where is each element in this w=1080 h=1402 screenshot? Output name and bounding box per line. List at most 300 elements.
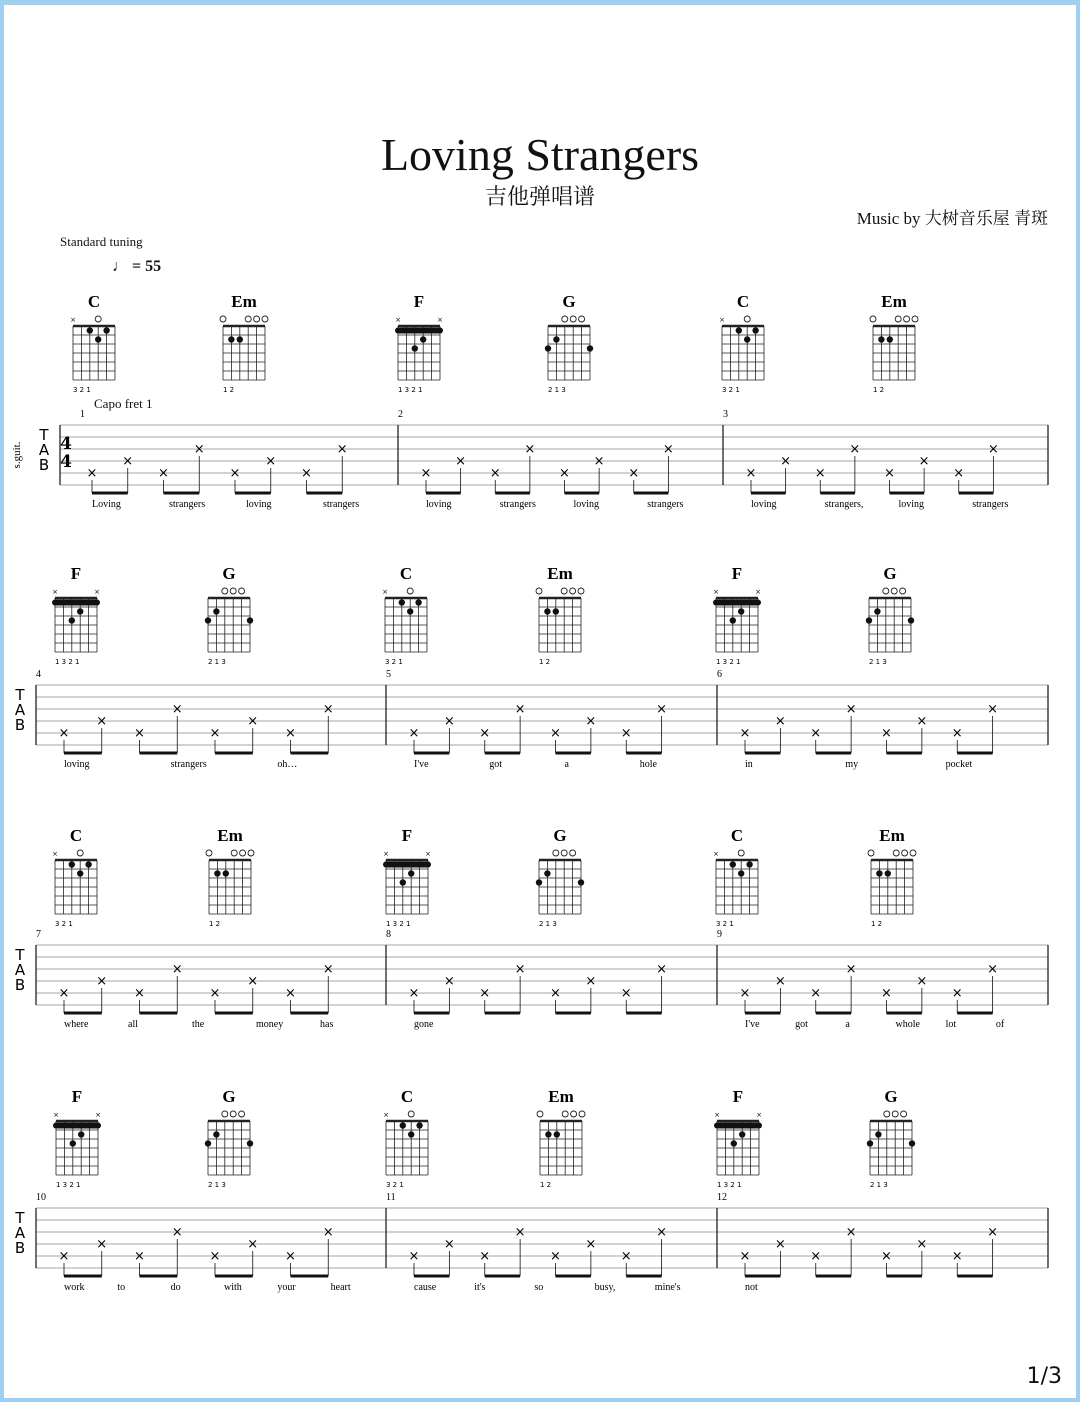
finger-dot-icon (205, 617, 211, 623)
finger-dot-icon (554, 1131, 560, 1137)
lyric-word: loving (573, 499, 600, 510)
strum-note: × (209, 726, 221, 741)
strum-note: × (336, 442, 348, 457)
composer-credit: Music by 大树音乐屋 青斑 (856, 209, 1048, 228)
strum-note: × (881, 1249, 892, 1264)
tab-letter-b: B (38, 456, 50, 474)
open-string-icon (571, 1111, 577, 1117)
muted-string-icon: × (70, 316, 76, 324)
measure-number: 8 (386, 929, 391, 940)
strum-note: × (171, 1225, 183, 1240)
chord-fingering: 1 3 2 1 (386, 920, 411, 928)
open-string-icon (77, 850, 83, 856)
measure-number: 3 (723, 409, 728, 420)
finger-dot-icon (69, 617, 75, 623)
lyric-word: strangers (323, 499, 360, 510)
lyric-word: loving (64, 759, 90, 770)
strum-note: × (585, 974, 597, 989)
strum-note: × (193, 442, 205, 457)
muted-string-icon: × (382, 588, 388, 596)
open-string-icon (895, 316, 901, 322)
lyric-word: not (745, 1282, 758, 1293)
chord-fingering: 3 2 1 (385, 658, 403, 666)
strum-note: × (845, 1225, 857, 1240)
strum-note: × (134, 986, 145, 1001)
strum-note: × (745, 466, 757, 481)
lyric-word: work (64, 1282, 85, 1293)
open-string-icon (868, 850, 874, 856)
strum-note: × (739, 1249, 751, 1264)
strum-note: × (479, 726, 491, 741)
muted-string-icon: × (719, 316, 725, 324)
chord-name-f: F (731, 564, 743, 583)
barre-icon (383, 862, 431, 868)
finger-dot-icon (553, 336, 559, 342)
tab-letter-a: A (14, 701, 26, 719)
strum-note: × (322, 702, 334, 717)
chord-fingering: 1 3 2 1 (717, 1181, 742, 1189)
finger-dot-icon (408, 870, 414, 876)
open-string-icon (562, 1111, 568, 1117)
open-string-icon (262, 316, 268, 322)
strum-note: × (620, 986, 632, 1001)
lyric-word: strangers, (824, 499, 864, 510)
finger-dot-icon (223, 870, 229, 876)
tuning-label: Standard tuning (60, 234, 143, 249)
chord-fingering: 2 1 3 (548, 386, 566, 394)
strum-note: × (585, 714, 597, 729)
strum-note: × (881, 726, 892, 741)
strum-note: × (443, 974, 455, 989)
strum-note: × (122, 454, 134, 469)
lyric-word: all (128, 1019, 138, 1030)
lyric-word: oh… (277, 759, 298, 770)
barre-icon (53, 1123, 101, 1129)
muted-string-icon: × (713, 588, 719, 596)
strum-note: × (593, 454, 605, 469)
lyric-word: a (564, 759, 569, 770)
strum-note: × (514, 702, 526, 717)
strum-note: × (265, 454, 277, 469)
finger-dot-icon (400, 879, 406, 885)
measure-number: 1 (80, 409, 85, 420)
chord-name-em: Em (879, 826, 905, 845)
chord-name-em: Em (548, 1087, 574, 1106)
strum-note: × (953, 466, 965, 481)
chord-name-em: Em (217, 826, 243, 845)
strum-note: × (301, 466, 312, 481)
strum-note: × (662, 442, 674, 457)
open-string-icon (891, 588, 897, 594)
open-string-icon (537, 1111, 543, 1117)
tab-letter-b: B (14, 716, 26, 734)
strum-note: × (158, 466, 169, 481)
finger-dot-icon (553, 608, 559, 614)
chord-fingering: 1 2 (871, 920, 883, 928)
chord-fingering: 2 1 3 (208, 1181, 226, 1189)
finger-dot-icon (885, 870, 891, 876)
lyric-word: strangers (972, 499, 1009, 510)
finger-dot-icon (752, 327, 758, 333)
open-string-icon (892, 1111, 898, 1117)
strum-note: × (58, 726, 70, 741)
lyric-word: got (489, 759, 503, 770)
strum-note: × (514, 962, 526, 977)
chord-fingering: 1 2 (209, 920, 221, 928)
measure-number: 9 (717, 929, 722, 940)
strum-note: × (810, 726, 822, 741)
finger-dot-icon (399, 599, 405, 605)
finger-dot-icon (578, 879, 584, 885)
measure-number: 6 (717, 669, 722, 680)
strum-note: × (918, 454, 930, 469)
open-string-icon (239, 588, 245, 594)
muted-string-icon: × (95, 1111, 101, 1119)
chord-name-f: F (413, 292, 425, 311)
finger-dot-icon (738, 608, 744, 614)
strum-note: × (58, 1249, 70, 1264)
lyric-word: Loving (92, 499, 121, 510)
tab-letter-t: T (15, 1209, 25, 1227)
finger-dot-icon (408, 1131, 414, 1137)
strum-note: × (408, 1249, 420, 1264)
muted-string-icon: × (425, 850, 431, 858)
open-string-icon (407, 588, 413, 594)
strum-note: × (443, 1237, 455, 1252)
chord-name-em: Em (231, 292, 257, 311)
strum-note: × (455, 454, 467, 469)
strum-note: × (134, 1249, 145, 1264)
strum-note: × (620, 1249, 632, 1264)
chord-fingering: 3 2 1 (55, 920, 73, 928)
finger-dot-icon (416, 1122, 422, 1128)
strum-note: × (987, 1225, 999, 1240)
strum-note: × (96, 974, 108, 989)
strum-note: × (322, 962, 334, 977)
page-number: 1/3 (1026, 1364, 1062, 1389)
strum-note: × (58, 986, 70, 1001)
finger-dot-icon (78, 1131, 84, 1137)
open-string-icon (570, 850, 576, 856)
finger-dot-icon (77, 870, 83, 876)
finger-dot-icon (878, 336, 884, 342)
chord-name-g: G (562, 292, 576, 311)
finger-dot-icon (237, 336, 243, 342)
strum-note: × (987, 702, 999, 717)
strum-note: × (550, 726, 561, 741)
open-string-icon (738, 850, 744, 856)
lyric-word: to (117, 1282, 126, 1293)
strum-note: × (247, 1237, 259, 1252)
strum-note: × (849, 442, 861, 457)
open-string-icon (245, 316, 251, 322)
tab-letter-a: A (14, 961, 26, 979)
song-subtitle: 吉他弹唱谱 (484, 185, 595, 210)
finger-dot-icon (587, 345, 593, 351)
muted-string-icon: × (52, 850, 58, 858)
finger-dot-icon (545, 1131, 551, 1137)
lyric-word: money (256, 1019, 284, 1030)
finger-dot-icon (247, 617, 253, 623)
chord-name-f: F (70, 564, 82, 583)
finger-dot-icon (103, 327, 109, 333)
chord-name-g: G (222, 564, 236, 583)
chord-name-c: C (69, 826, 83, 845)
finger-dot-icon (887, 336, 893, 342)
lyric-word: with (224, 1282, 242, 1293)
open-string-icon (883, 588, 889, 594)
song-title: Loving Strangers (380, 129, 700, 180)
lyric-word: where (64, 1019, 89, 1030)
chord-name-c: C (400, 1087, 414, 1106)
finger-dot-icon (69, 861, 75, 867)
strum-note: × (229, 466, 241, 481)
lyric-word: so (534, 1282, 544, 1293)
strum-note: × (774, 714, 786, 729)
finger-dot-icon (736, 327, 742, 333)
finger-dot-icon (544, 608, 550, 614)
barre-icon (714, 1123, 762, 1129)
chord-name-f: F (401, 826, 413, 845)
finger-dot-icon (545, 345, 551, 351)
tab-letter-a: A (38, 441, 50, 459)
measure-number: 2 (398, 409, 403, 420)
strum-note: × (951, 1249, 963, 1264)
chord-fingering: 1 2 (540, 1181, 552, 1189)
open-string-icon (553, 850, 559, 856)
finger-dot-icon (544, 870, 550, 876)
chord-name-g: G (553, 826, 567, 845)
lyric-word: do (170, 1282, 181, 1293)
open-string-icon (870, 316, 876, 322)
tab-letter-a: A (14, 1224, 26, 1242)
strum-note: × (550, 1249, 561, 1264)
open-string-icon (562, 316, 568, 322)
measure-number: 10 (36, 1192, 46, 1203)
strum-note: × (774, 974, 786, 989)
finger-dot-icon (739, 1131, 745, 1137)
chord-fingering: 1 3 2 1 (56, 1181, 81, 1189)
muted-string-icon: × (395, 316, 401, 324)
open-string-icon (910, 850, 916, 856)
strum-note: × (134, 726, 145, 741)
lyric-word: lot (945, 1019, 957, 1030)
muted-string-icon: × (52, 588, 58, 596)
strum-note: × (550, 986, 561, 1001)
finger-dot-icon (536, 879, 542, 885)
open-string-icon (230, 588, 236, 594)
measure-number: 7 (36, 929, 41, 940)
lyric-word: cause (414, 1282, 437, 1293)
lyric-word: of (995, 1019, 1005, 1030)
chord-name-g: G (884, 1087, 898, 1106)
finger-dot-icon (874, 608, 880, 614)
strum-note: × (656, 962, 668, 977)
lyric-word: busy, (594, 1282, 616, 1293)
time-signature-bottom: 4 (60, 452, 72, 472)
finger-dot-icon (746, 861, 752, 867)
strum-note: × (171, 962, 183, 977)
strum-note: × (656, 702, 668, 717)
lyric-word: loving (426, 499, 452, 510)
lyric-word: a (845, 1019, 850, 1030)
strum-note: × (489, 466, 501, 481)
open-string-icon (561, 588, 567, 594)
tempo-value: = 55 (132, 258, 162, 275)
lyric-word: loving (898, 499, 925, 510)
chord-fingering: 2 1 3 (539, 920, 557, 928)
lyric-word: your (277, 1282, 296, 1293)
lyric-word: strangers (647, 499, 684, 510)
chord-name-f: F (71, 1087, 83, 1106)
lyric-word: I've (745, 1019, 760, 1030)
lyric-word: in (745, 759, 753, 770)
strum-note: × (285, 1249, 296, 1264)
strum-note: × (585, 1237, 597, 1252)
strum-note: × (620, 726, 632, 741)
strum-note: × (628, 466, 640, 481)
finger-dot-icon (247, 1140, 253, 1146)
chord-name-c: C (736, 292, 750, 311)
finger-dot-icon (77, 608, 83, 614)
quarter-note-icon: ♩ (112, 258, 128, 275)
strum-note: × (420, 466, 432, 481)
finger-dot-icon (87, 327, 93, 333)
open-string-icon (206, 850, 212, 856)
open-string-icon (222, 588, 228, 594)
strum-note: × (987, 442, 999, 457)
measure-number: 5 (386, 669, 391, 680)
strum-note: × (96, 714, 108, 729)
lyric-word: gone (414, 1019, 434, 1030)
open-string-icon (912, 316, 918, 322)
open-string-icon (570, 316, 576, 322)
lyric-word: loving (246, 499, 272, 510)
open-string-icon (95, 316, 101, 322)
lyric-word: my (845, 759, 859, 770)
barre-icon (713, 600, 761, 606)
chord-fingering: 1 3 2 1 (716, 658, 741, 666)
lyric-word: hole (639, 759, 657, 770)
lyric-word: loving (751, 499, 777, 510)
finger-dot-icon (228, 336, 234, 342)
open-string-icon (579, 316, 585, 322)
finger-dot-icon (213, 608, 219, 614)
strum-note: × (408, 986, 420, 1001)
finger-dot-icon (95, 336, 101, 342)
open-string-icon (230, 1111, 236, 1117)
open-string-icon (744, 316, 750, 322)
tab-letter-t: T (39, 426, 49, 444)
muted-string-icon: × (94, 588, 100, 596)
strum-note: × (810, 1249, 822, 1264)
lyric-word: whole (895, 1019, 920, 1030)
finger-dot-icon (738, 870, 744, 876)
time-signature-top: 4 (60, 434, 72, 454)
open-string-icon (578, 588, 584, 594)
lyric-word: got (795, 1019, 808, 1030)
strum-note: × (247, 714, 259, 729)
tab-letter-t: T (15, 946, 25, 964)
lyric-word: strangers (170, 759, 207, 770)
open-string-icon (561, 850, 567, 856)
strum-note: × (845, 702, 857, 717)
strum-note: × (814, 466, 826, 481)
chord-fingering: 1 2 (873, 386, 885, 394)
strum-note: × (559, 466, 570, 481)
finger-dot-icon (867, 1140, 873, 1146)
strum-note: × (285, 726, 296, 741)
finger-dot-icon (908, 617, 914, 623)
open-string-icon (239, 1111, 245, 1117)
strum-note: × (916, 974, 928, 989)
strum-note: × (209, 986, 221, 1001)
open-string-icon (570, 588, 576, 594)
strum-note: × (810, 986, 822, 1001)
capo-label: Capo fret 1 (94, 396, 153, 411)
strum-note: × (443, 714, 455, 729)
lyric-word: strangers (499, 499, 536, 510)
open-string-icon (220, 316, 226, 322)
muted-string-icon: × (383, 850, 389, 858)
lyric-word: pocket (945, 759, 973, 770)
muted-string-icon: × (714, 1111, 720, 1119)
open-string-icon (536, 588, 542, 594)
tab-letter-t: T (15, 686, 25, 704)
strum-note: × (951, 986, 963, 1001)
finger-dot-icon (730, 617, 736, 623)
finger-dot-icon (420, 336, 426, 342)
chord-fingering: 2 1 3 (208, 658, 226, 666)
strum-note: × (780, 454, 792, 469)
open-string-icon (900, 588, 906, 594)
open-string-icon (222, 1111, 228, 1117)
measure-number: 12 (717, 1192, 727, 1203)
finger-dot-icon (415, 599, 421, 605)
open-string-icon (884, 1111, 890, 1117)
chord-name-c: C (87, 292, 101, 311)
finger-dot-icon (205, 1140, 211, 1146)
finger-dot-icon (866, 617, 872, 623)
lyric-word: the (192, 1019, 205, 1030)
strum-note: × (881, 986, 892, 1001)
strum-note: × (408, 726, 420, 741)
finger-dot-icon (744, 336, 750, 342)
finger-dot-icon (876, 870, 882, 876)
finger-dot-icon (70, 1140, 76, 1146)
strum-note: × (884, 466, 895, 481)
finger-dot-icon (213, 1131, 219, 1137)
barre-icon (52, 600, 100, 606)
strum-note: × (987, 962, 999, 977)
strum-note: × (479, 986, 491, 1001)
chord-fingering: 1 2 (539, 658, 551, 666)
lyric-word: has (320, 1019, 334, 1030)
muted-string-icon: × (756, 1111, 762, 1119)
lyric-word: it's (474, 1282, 486, 1293)
muted-string-icon: × (713, 850, 719, 858)
open-string-icon (901, 1111, 907, 1117)
instrument-label: s.guit. (11, 441, 23, 469)
strum-note: × (322, 1225, 334, 1240)
tab-letter-b: B (14, 976, 26, 994)
finger-dot-icon (407, 608, 413, 614)
strum-note: × (774, 1237, 786, 1252)
strum-note: × (171, 702, 183, 717)
measure-number: 4 (36, 669, 41, 680)
strum-note: × (845, 962, 857, 977)
chord-fingering: 2 1 3 (869, 658, 887, 666)
